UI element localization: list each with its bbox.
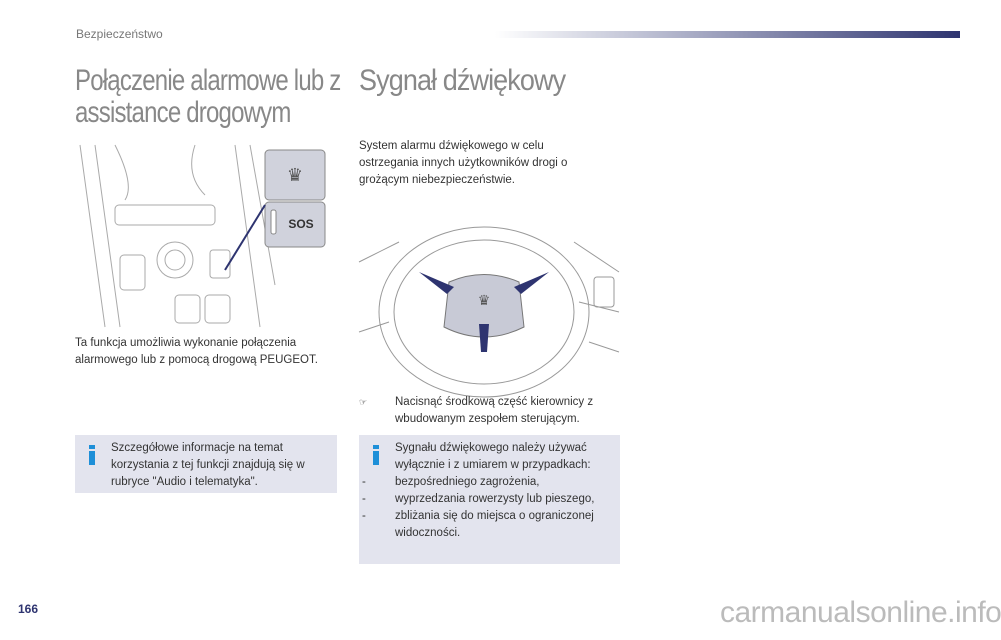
sos-label: SOS xyxy=(288,217,314,231)
instruction-text: Nacisnąć środkową część kierownicy z wbudowanym zespołem sterującym. xyxy=(395,396,594,425)
header-bar xyxy=(495,31,960,38)
right-paragraph: System alarmu dźwiękowego w celu ostrzegania innych użytkowników drogi o grożącym niebezpieczeństwie. xyxy=(359,140,568,186)
list-item: - wyprzedzania rowerzysty lub pieszego, xyxy=(360,491,617,508)
section-title: Bezpieczeństwo xyxy=(76,27,163,41)
svg-text:♛: ♛ xyxy=(286,165,304,185)
page-number: 166 xyxy=(18,602,39,616)
right-info-box xyxy=(359,435,620,564)
left-info-box xyxy=(75,435,337,493)
arrow-bullet-icon: ☞ xyxy=(359,397,368,407)
info-icon xyxy=(373,445,379,465)
list-item: - zbliżania się do miejsca o ograniczonej widoczności. xyxy=(360,508,617,542)
svg-text:♛: ♛ xyxy=(477,292,491,308)
left-paragraph: Ta funkcja umożliwia wykonanie połączenia alarmowego lub z pomocą drogową PEUGEOT. xyxy=(75,337,318,366)
steering-wheel-illustration xyxy=(359,202,619,382)
list-item: - bezpośredniego zagrożenia, xyxy=(360,474,617,491)
watermark: carmanualsonline.info xyxy=(720,596,1001,629)
right-title: Sygnał dźwiękowy xyxy=(359,64,566,97)
instruction xyxy=(359,394,609,428)
info-icon xyxy=(89,445,95,465)
right-info-intro: Sygnału dźwiękowego należy używać wyłącznie i z umiarem w przypadkach: xyxy=(395,442,591,471)
left-info-text: Szczegółowe informacje na temat korzystania z tej funkcji znajdują się w rubryce "Audio i telematyka". xyxy=(111,442,305,488)
left-title: Połączenie alarmowe lub z assistance drogowym xyxy=(75,64,341,129)
console-sos-illustration xyxy=(75,145,335,327)
